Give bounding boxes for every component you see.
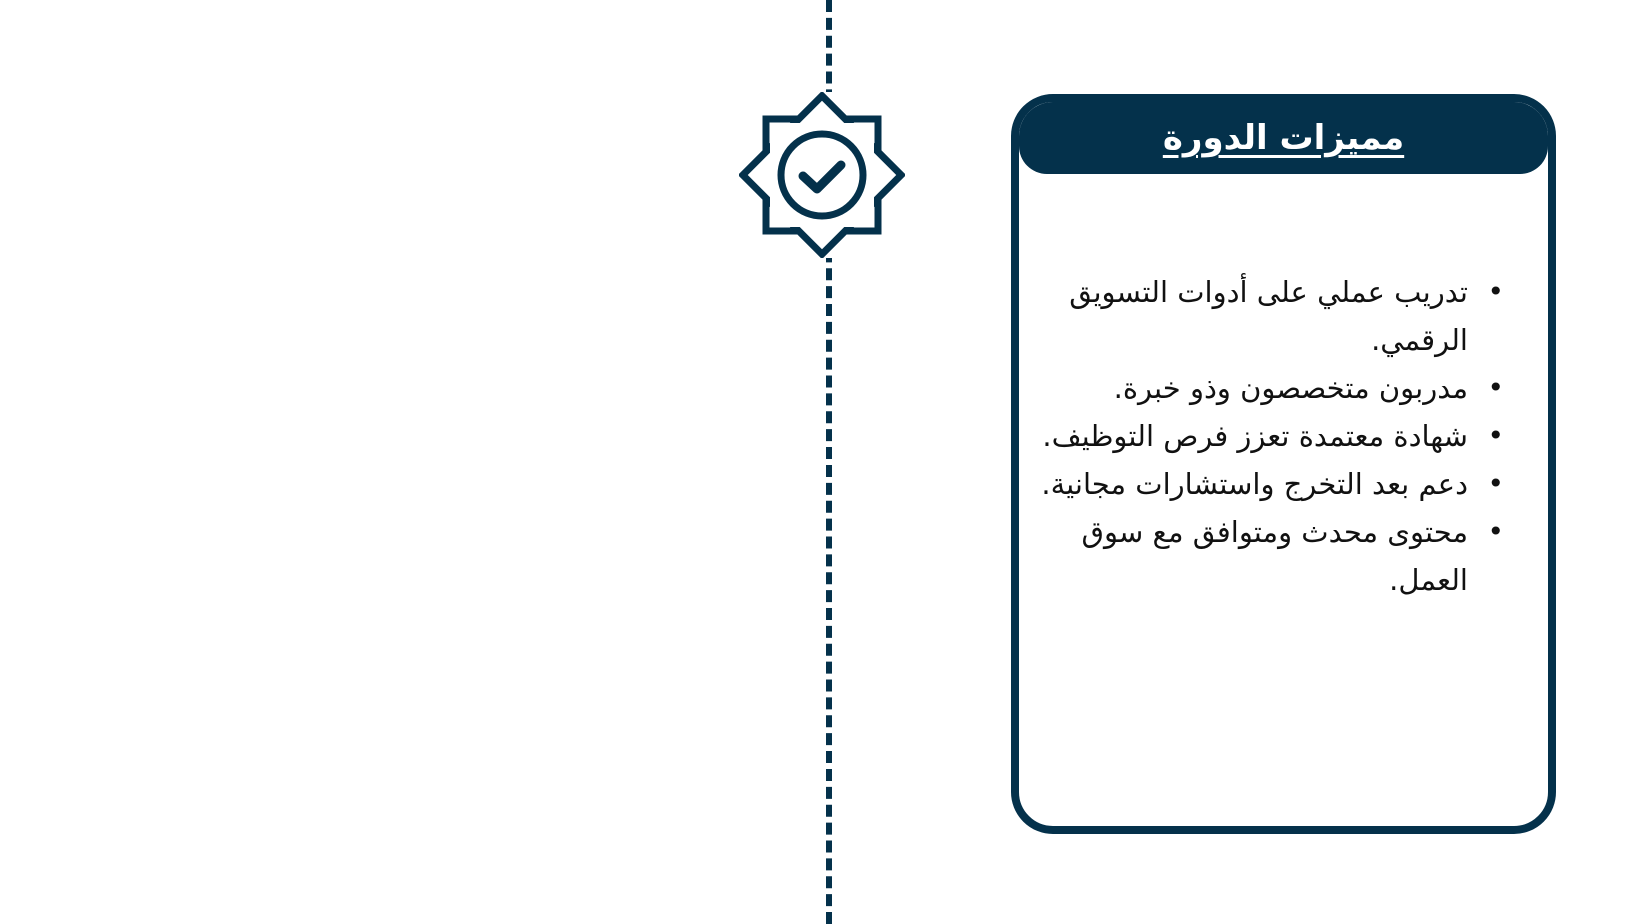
course-features-card — [1011, 94, 1556, 834]
list-item: • مدربون متخصصون وذو خبرة. — [1011, 364, 1468, 412]
card-header — [1019, 102, 1548, 174]
list-item: • شهادة معتمدة تعزز فرص التوظيف. — [1011, 412, 1468, 460]
feature-list — [1011, 268, 1508, 604]
list-item: • محتوى محدث ومتوافق مع سوق العمل. — [1011, 508, 1468, 604]
list-item: • دعم بعد التخرج واستشارات مجانية. — [1011, 460, 1468, 508]
card-title: مميزات الدورة — [1162, 118, 1405, 158]
list-item: • تدريب عملي على أدوات التسويق الرقمي. — [1011, 268, 1468, 364]
verified-badge-icon — [739, 92, 905, 258]
